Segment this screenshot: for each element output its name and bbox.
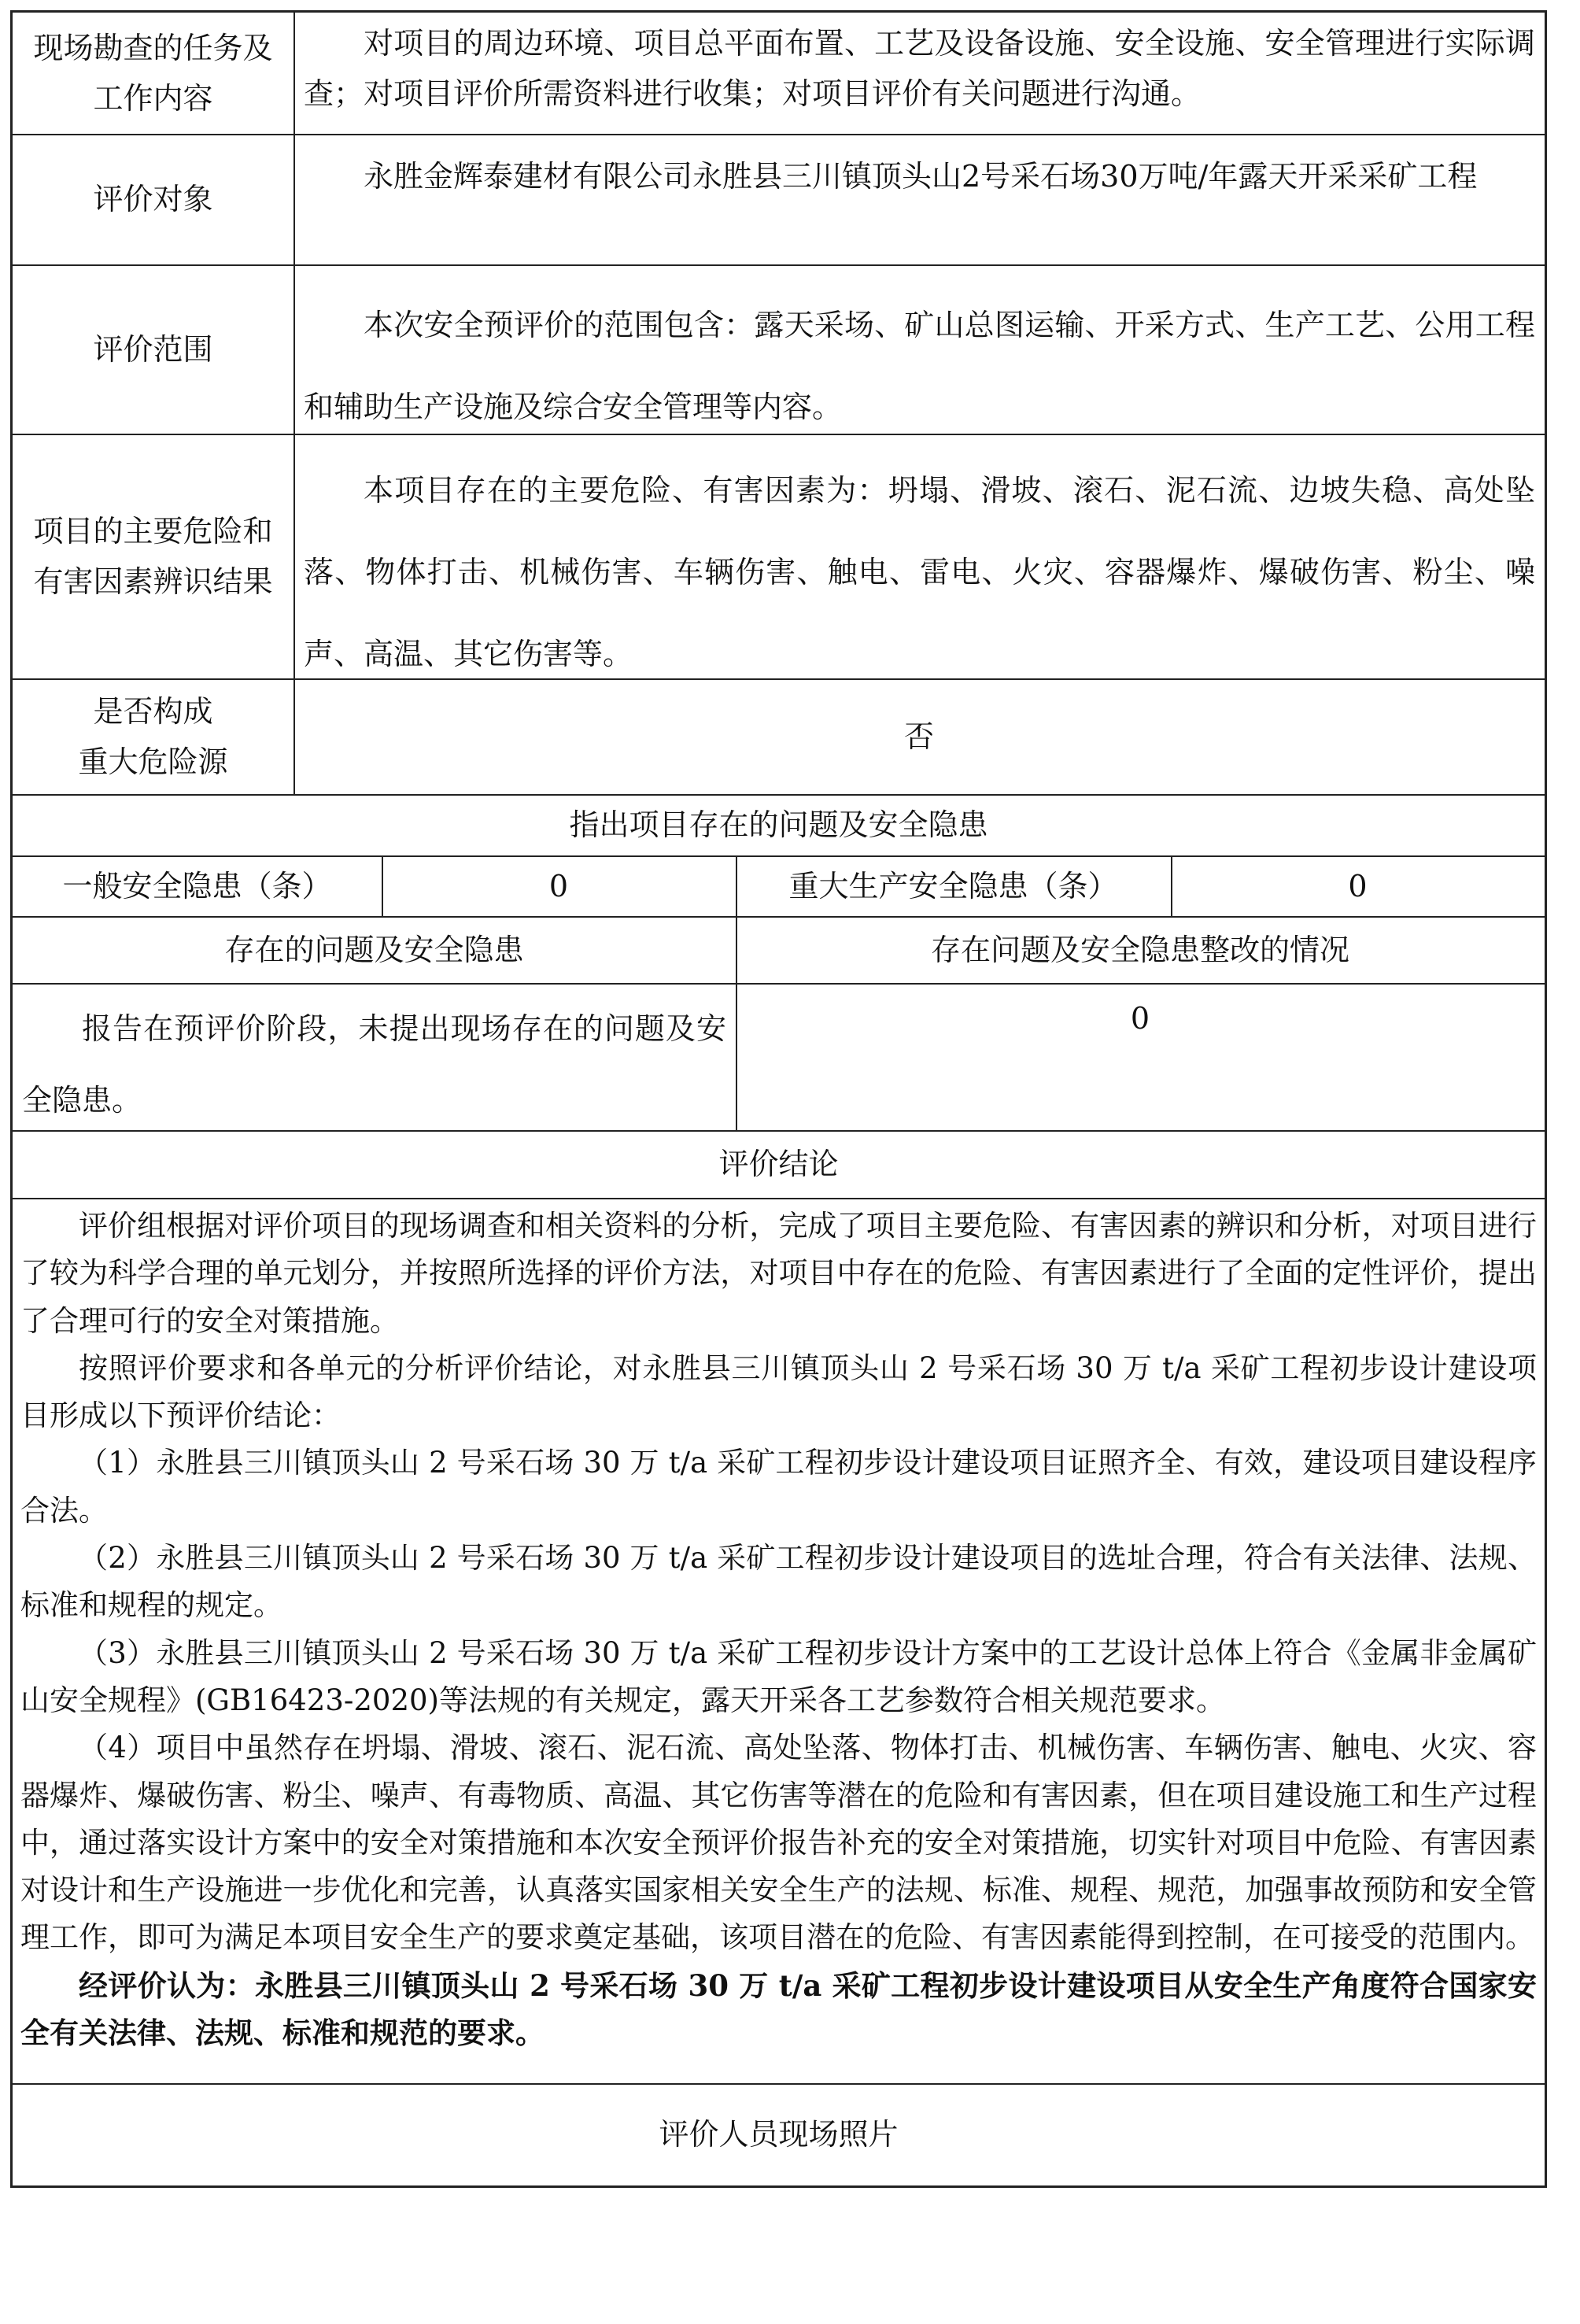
hazards-label: 项目的主要危险和有害因素辨识结果 xyxy=(33,513,273,599)
major-hazard-label-line1: 是否构成 xyxy=(93,693,213,729)
rectification-column-header: 存在问题及安全隐患整改的情况 xyxy=(930,932,1349,967)
issues-content: 报告在预评价阶段，未提出现场存在的问题及安全隐患。 xyxy=(22,1011,726,1118)
general-hazard-count: 0 xyxy=(548,868,569,903)
major-hazard-count: 0 xyxy=(1348,868,1368,903)
survey-content: 对项目的周边环境、项目总平面布置、工艺及设备设施、安全设施、安全管理进行实际调查；对项目评价所需资料进行收集；对项目评价有关问题进行沟通。 xyxy=(304,26,1535,111)
general-hazard-label: 一般安全隐患（条） xyxy=(62,868,332,903)
issues-column-header: 存在的问题及安全隐患 xyxy=(224,932,524,967)
major-hazard-count-label: 重大生产安全隐患（条） xyxy=(788,868,1118,903)
conclusion-paragraph: 评价组根据对评价项目的现场调查和相关资料的分析，完成了项目主要危险、有害因素的辨识和分析，对项目进行了较为科学合理的单元划分，并按照所选择的评价方法，对项目中存在的危险、有害因素进行了全面的定性评价，提出了合理可行的安全对策措施。 xyxy=(20,1209,1537,1338)
conclusion-paragraph: （2）永胜县三川镇顶头山 2 号采石场 30 万 t/a 采矿工程初步设计建设项目的选址合理，符合有关法律、法规、标准和规程的规定。 xyxy=(20,1541,1537,1623)
conclusion-header: 评价结论 xyxy=(718,1147,839,1181)
conclusion-paragraph: （3）永胜县三川镇顶头山 2 号采石场 30 万 t/a 采矿工程初步设计方案中的工艺设计总体上符合《金属非金属矿山安全规程》(GB16423-2020)等法规的有关规定，露天开采各工艺参数符合相关规范要求。 xyxy=(20,1635,1537,1717)
conclusion-paragraph: （4）项目中虽然存在坍塌、滑坡、滚石、泥石流、高处坠落、物体打击、机械伤害、车辆伤害、触电、火灾、容器爆炸、爆破伤害、粉尘、噪声、有毒物质、高温、其它伤害等潜在的危险和有害因素，但在项目建设施工和生产过程中，通过落实设计方案中的安全对策措施和本次安全预评价报告补充的安全对策措施，切实针对项目中危险、有害因素对设计和生产设施进一步优化和完善，认真落实国家相关安全生产的法规、标准、规程、规范，加强事故预防和安全管理工作，即可为满足本项目安全生产的要求奠定基础，该项目潜在的危险、有害因素能得到控制，在可接受的范围内。 xyxy=(20,1731,1537,1955)
survey-label: 现场勘查的任务及工作内容 xyxy=(33,31,273,116)
evaluation-form-table xyxy=(10,10,1547,2188)
scope-label: 评价范围 xyxy=(93,331,213,367)
major-hazard-label-line2: 重大危险源 xyxy=(78,744,228,779)
object-label: 评价对象 xyxy=(93,182,213,216)
photos-header: 评价人员现场照片 xyxy=(659,2117,899,2152)
scope-content: 本次安全预评价的范围包含：露天采场、矿山总图运输、开采方式、生产工艺、公用工程和辅助生产设施及综合安全管理等内容。 xyxy=(304,308,1535,424)
conclusion-paragraph: （1）永胜县三川镇顶头山 2 号采石场 30 万 t/a 采矿工程初步设计建设项目证照齐全、有效，建设项目建设程序合法。 xyxy=(20,1446,1537,1528)
hazards-content: 本项目存在的主要危险、有害因素为：坍塌、滑坡、滚石、泥石流、边坡失稳、高处坠落、物体打击、机械伤害、车辆伤害、触电、雷电、火灾、容器爆炸、爆破伤害、粉尘、噪声、高温、其它伤害等。 xyxy=(304,473,1535,671)
conclusion-body xyxy=(20,1203,1537,2056)
major-hazard-value: 否 xyxy=(903,719,934,754)
object-content: 永胜金辉泰建材有限公司永胜县三川镇顶头山2号采石场30万吨/年露天开采采矿工程 xyxy=(364,159,1478,194)
issues-header: 指出项目存在的问题及安全隐患 xyxy=(569,807,988,842)
rectification-content: 0 xyxy=(1130,1001,1150,1036)
conclusion-final-statement: 经评价认为：永胜县三川镇顶头山 2 号采石场 30 万 t/a 采矿工程初步设计建设项目从安全生产角度符合国家安全有关法律、法规、标准和规范的要求。 xyxy=(20,1967,1537,2051)
conclusion-paragraph: 按照评价要求和各单元的分析评价结论，对永胜县三川镇顶头山 2 号采石场 30 万 t/a 采矿工程初步设计建设项目形成以下预评价结论： xyxy=(20,1350,1537,1433)
